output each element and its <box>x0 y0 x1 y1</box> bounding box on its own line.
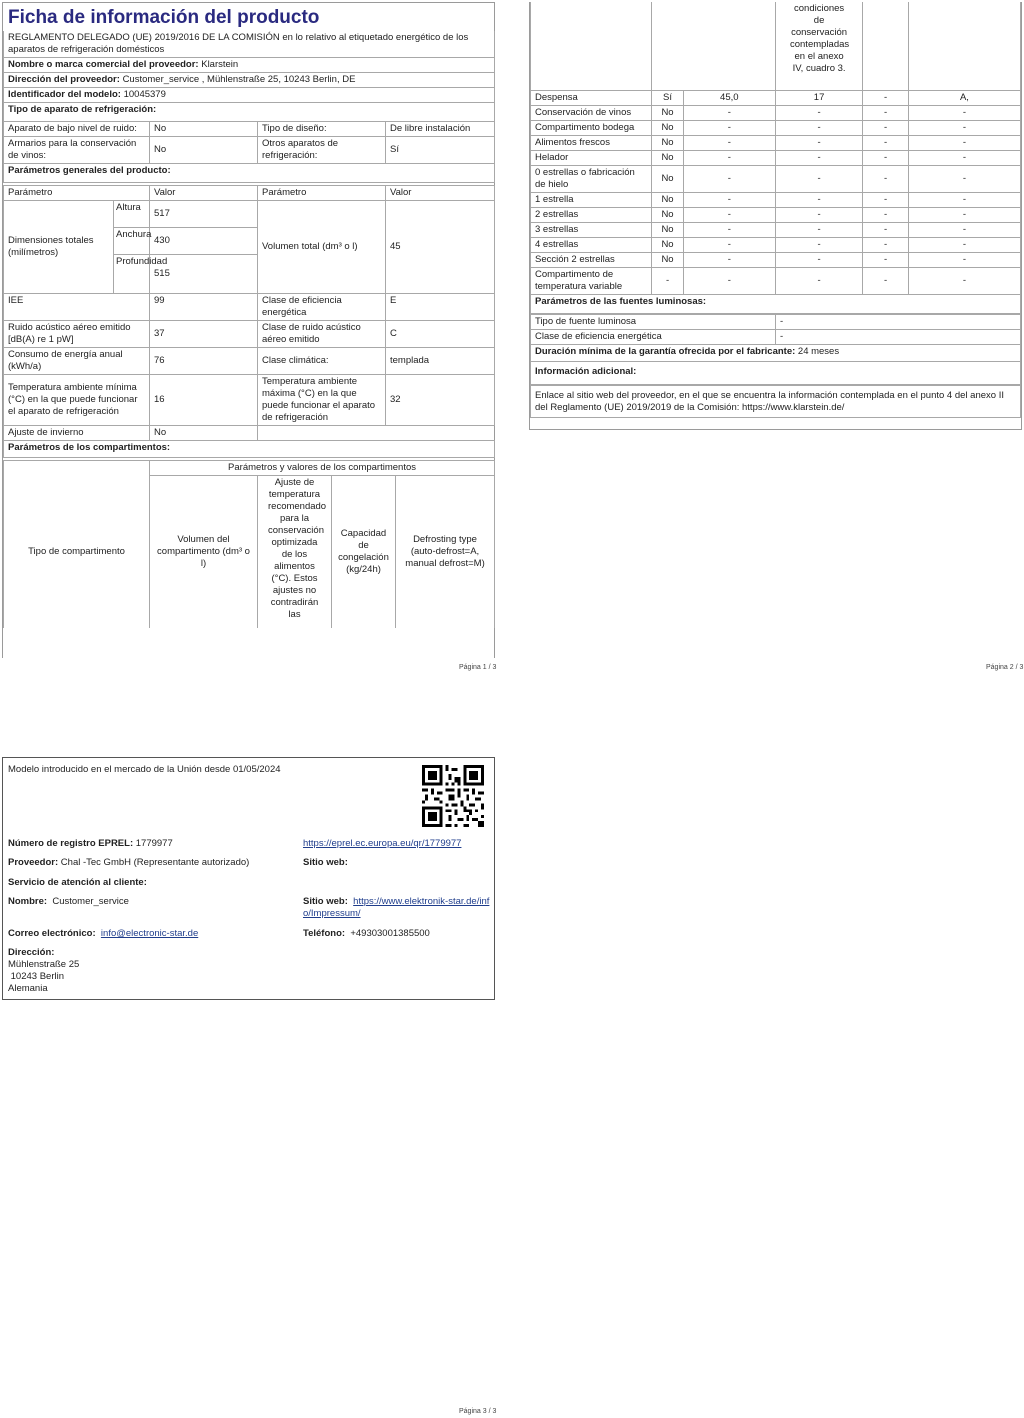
comp-defrost: - <box>908 166 1020 193</box>
compartment-row <box>531 91 1021 106</box>
max-temp-label: Temperatura ambiente máxima (°C) en la que puede funcionar el aparato de refrigeración <box>258 375 386 426</box>
compartment-row <box>531 253 1021 268</box>
comp-temp: - <box>775 238 862 253</box>
email-label: Correo electrónico: <box>8 928 96 939</box>
light-eff-label: Clase de eficiencia energética <box>531 330 776 345</box>
address-value: Customer_service , Mühlenstraße 25, 10243 Berlin, DE <box>122 74 356 85</box>
page-number-3: Página 3 / 3 <box>459 1408 497 1415</box>
address-row <box>4 73 495 88</box>
comp-present: No <box>652 151 683 166</box>
wine-label: Armarios para la conservación de vinos: <box>4 137 150 164</box>
comp-volume: - <box>683 223 775 238</box>
cont-empty-2 <box>652 2 776 91</box>
comp-name: Despensa <box>531 91 652 106</box>
volume-label: Volumen total (dm³ o l) <box>258 201 386 294</box>
noise-label: Ruido acústico aéreo emitido [dB(A) re 1 pW] <box>4 321 150 348</box>
comp-freeze: - <box>863 91 909 106</box>
comp-volume: - <box>683 238 775 253</box>
col-defrost: Defrosting type (auto-defrost=A, manual defrost=M) <box>396 476 495 628</box>
col-volume: Volumen del compartimento (dm³ o l) <box>150 476 258 628</box>
header-param: Parámetro <box>4 186 150 201</box>
website-label: Sitio web: <box>303 857 348 868</box>
warranty-value: 24 meses <box>797 346 840 357</box>
market-text: Modelo introducido en el mercado de la Unión desde 01/05/2024 <box>8 764 281 775</box>
comp-defrost: - <box>908 208 1020 223</box>
empty-cell <box>258 426 495 441</box>
comp-volume: - <box>683 151 775 166</box>
col-freeze: Capacidad de congelación (kg/24h) <box>332 476 396 628</box>
noise-class-label: Clase de ruido acústico aéreo emitido <box>258 321 386 348</box>
other-label: Otros aparatos de refrigeración: <box>258 137 386 164</box>
comp-volume: 45,0 <box>683 91 775 106</box>
comp-temp: - <box>775 121 862 136</box>
comp-volume: - <box>683 106 775 121</box>
email-link[interactable]: info@electronic-star.de <box>100 928 199 939</box>
phone-row <box>303 928 430 939</box>
additional-info-label: Información adicional: <box>531 362 1021 386</box>
header-value-2: Valor <box>386 186 495 201</box>
light-type-value: - <box>775 314 1020 330</box>
comp-defrost: - <box>908 136 1020 151</box>
comp-name: Alimentos frescos <box>531 136 652 151</box>
comp-temp: - <box>775 253 862 268</box>
regulation-text: REGLAMENTO DELEGADO (UE) 2019/2016 DE LA COMISIÓN en lo relativo al etiquetado energético de los aparatos de refrigeración domésticos <box>4 31 495 58</box>
page-number-1: Página 1 / 3 <box>459 664 497 671</box>
page-1-sheet <box>2 2 495 658</box>
comp-defrost: - <box>908 106 1020 121</box>
direction-city: 10243 Berlin <box>8 971 64 982</box>
comp-freeze: - <box>863 253 909 268</box>
iee-value: 99 <box>150 294 258 321</box>
iee-label: IEE <box>4 294 150 321</box>
model-label: Identificador del modelo: <box>8 89 121 100</box>
compartments-label: Parámetros de los compartimentos: <box>4 441 495 458</box>
comp-temp: - <box>775 193 862 208</box>
eprel-value: 1779977 <box>135 838 173 849</box>
light-type-label: Tipo de fuente luminosa <box>531 314 776 330</box>
page-number-2: Página 2 / 3 <box>986 664 1024 671</box>
comp-defrost: - <box>908 151 1020 166</box>
volume-value: 45 <box>386 201 495 294</box>
appliance-type-label: Tipo de aparato de refrigeración: <box>4 103 495 122</box>
comp-temp: - <box>775 106 862 121</box>
website2-row <box>303 896 493 920</box>
comp-freeze: - <box>863 106 909 121</box>
supplier-row <box>4 58 495 73</box>
provider-row <box>8 857 249 868</box>
provider-label: Proveedor: <box>8 857 59 868</box>
warranty-row <box>531 345 1021 362</box>
compartments-values-table <box>530 2 1021 418</box>
comp-name: 2 estrellas <box>531 208 652 223</box>
low-noise-label: Aparato de bajo nivel de ruido: <box>4 122 150 137</box>
address-label: Dirección del proveedor: <box>8 74 120 85</box>
general-params-label: Parámetros generales del producto: <box>4 164 495 183</box>
page-2-sheet <box>529 2 1022 430</box>
direction-country: Alemania <box>8 983 48 994</box>
comp-present: No <box>652 121 683 136</box>
comp-defrost: A, <box>908 91 1020 106</box>
comp-present: No <box>652 166 683 193</box>
dimensions-label: Dimensiones totales (milímetros) <box>4 201 114 294</box>
model-row <box>4 88 495 103</box>
comp-name: Compartimento bodega <box>531 121 652 136</box>
compartment-row <box>531 106 1021 121</box>
qr-code-icon <box>422 765 484 827</box>
comp-present: No <box>652 106 683 121</box>
compartments-header: Parámetros y valores de los compartimentos <box>150 461 495 476</box>
provider-value: Chal -Tec GmbH (Representante autorizado) <box>60 857 250 868</box>
name-row <box>8 896 129 907</box>
page-3-sheet <box>2 757 495 1000</box>
comp-freeze: - <box>863 193 909 208</box>
light-eff-value: - <box>775 330 1020 345</box>
comp-name: Sección 2 estrellas <box>531 253 652 268</box>
comp-present: No <box>652 253 683 268</box>
direction-label: Dirección: <box>8 947 55 958</box>
other-value: Sí <box>386 137 495 164</box>
comp-freeze: - <box>863 268 909 295</box>
comp-present: No <box>652 223 683 238</box>
direction-street: Mühlenstraße 25 <box>8 959 80 970</box>
page-title: Ficha de información del producto <box>8 7 320 28</box>
comp-defrost: - <box>908 253 1020 268</box>
direction-block <box>8 947 79 995</box>
compartment-row <box>531 121 1021 136</box>
empty-header-cell <box>4 461 150 476</box>
comp-temp: - <box>775 208 862 223</box>
comp-defrost: - <box>908 121 1020 136</box>
header-value: Valor <box>150 186 258 201</box>
email-row <box>8 928 198 939</box>
phone-value: +49303001385500 <box>350 928 430 939</box>
comp-present: - <box>652 268 683 295</box>
compartment-row <box>531 268 1021 295</box>
height-value: 517 <box>150 201 258 228</box>
comp-defrost: - <box>908 268 1020 295</box>
min-temp-label: Temperatura ambiente mínima (°C) en la que puede funcionar el aparato de refrigeración <box>4 375 150 426</box>
compartments-table <box>3 460 495 628</box>
comp-volume: - <box>683 121 775 136</box>
depth-value: 515 <box>150 255 258 294</box>
comp-present: No <box>652 238 683 253</box>
header-param-2: Parámetro <box>258 186 386 201</box>
climate-value: templada <box>386 348 495 375</box>
width-label: Anchura <box>114 228 150 255</box>
service-label: Servicio de atención al cliente: <box>8 877 147 888</box>
comp-volume: - <box>683 193 775 208</box>
comp-temp: - <box>775 151 862 166</box>
phone-label: Teléfono: <box>303 928 346 939</box>
comp-volume: - <box>683 208 775 223</box>
warranty-label: Duración mínima de la garantía ofrecida por el fabricante: <box>535 346 796 357</box>
supplier-label: Nombre o marca comercial del proveedor: <box>8 59 199 70</box>
comp-name: 4 estrellas <box>531 238 652 253</box>
name-label: Nombre: <box>8 896 48 907</box>
comp-defrost: - <box>908 193 1020 208</box>
compartment-row <box>531 166 1021 193</box>
consumption-value: 76 <box>150 348 258 375</box>
efficiency-class-label: Clase de eficiencia energética <box>258 294 386 321</box>
additional-info-text: Enlace al sitio web del proveedor, en el que se encuentra la información contemplada en el punto 4 del anexo II del Reglamento (UE) 2019/2019 de la Comisión: https://www.klarstein.de/ <box>531 385 1021 418</box>
compartment-row <box>531 238 1021 253</box>
design-value: De libre instalación <box>386 122 495 137</box>
max-temp-value: 32 <box>386 375 495 426</box>
winter-label: Ajuste de invierno <box>4 426 150 441</box>
compartment-rows <box>531 91 1021 295</box>
compartment-row <box>531 151 1021 166</box>
eprel-label: Número de registro EPREL: <box>8 838 134 849</box>
comp-freeze: - <box>863 208 909 223</box>
model-value: 10045379 <box>123 89 166 100</box>
product-info-table <box>3 31 495 458</box>
noise-value: 37 <box>150 321 258 348</box>
compartment-row <box>531 136 1021 151</box>
efficiency-class-value: E <box>386 294 495 321</box>
comp-name: 3 estrellas <box>531 223 652 238</box>
cont-text: condiciones de conservación contempladas en el anexo IV, cuadro 3. <box>775 2 862 91</box>
cont-empty-1 <box>531 2 652 91</box>
cont-empty-3 <box>863 2 909 91</box>
col-type: Tipo de compartimento <box>4 476 150 628</box>
consumption-label: Consumo de energía anual (kWh/a) <box>4 348 150 375</box>
comp-present: No <box>652 136 683 151</box>
comp-freeze: - <box>863 223 909 238</box>
comp-name: 0 estrellas o fabricación de hielo <box>531 166 652 193</box>
comp-temp: - <box>775 166 862 193</box>
comp-temp: - <box>775 136 862 151</box>
comp-volume: - <box>683 268 775 295</box>
comp-freeze: - <box>863 238 909 253</box>
comp-defrost: - <box>908 223 1020 238</box>
comp-freeze: - <box>863 166 909 193</box>
light-params-label: Parámetros de las fuentes luminosas: <box>531 295 1021 315</box>
col-temp: Ajuste de temperatura recomendado para la conservación optimizada de los alimentos (°C). Estos ajustes no contradirán las <box>258 476 332 628</box>
comp-temp: 17 <box>775 91 862 106</box>
min-temp-value: 16 <box>150 375 258 426</box>
name-value: Customer_service <box>52 896 129 907</box>
supplier-value: Klarstein <box>201 59 239 70</box>
website2-label: Sitio web: <box>303 896 348 907</box>
comp-temp: - <box>775 223 862 238</box>
design-label: Tipo de diseño: <box>258 122 386 137</box>
comp-volume: - <box>683 136 775 151</box>
comp-name: Helador <box>531 151 652 166</box>
comp-freeze: - <box>863 121 909 136</box>
comp-volume: - <box>683 166 775 193</box>
width-value: 430 <box>150 228 258 255</box>
comp-defrost: - <box>908 238 1020 253</box>
compartment-row <box>531 223 1021 238</box>
height-label: Altura <box>114 201 150 228</box>
wine-value: No <box>150 137 258 164</box>
comp-name: 1 estrella <box>531 193 652 208</box>
eprel-row <box>8 838 173 849</box>
comp-present: Sí <box>652 91 683 106</box>
comp-freeze: - <box>863 136 909 151</box>
depth-label: Profundidad <box>114 255 150 294</box>
comp-temp: - <box>775 268 862 295</box>
winter-value: No <box>150 426 258 441</box>
comp-name: Compartimento de temperatura variable <box>531 268 652 295</box>
low-noise-value: No <box>150 122 258 137</box>
climate-label: Clase climática: <box>258 348 386 375</box>
comp-freeze: - <box>863 151 909 166</box>
noise-class-value: C <box>386 321 495 348</box>
compartment-row <box>531 193 1021 208</box>
website2-link[interactable]: https://www.elektronik-star.de/info/Impressum/ <box>303 896 490 919</box>
comp-present: No <box>652 208 683 223</box>
comp-volume: - <box>683 253 775 268</box>
comp-present: No <box>652 193 683 208</box>
comp-name: Conservación de vinos <box>531 106 652 121</box>
cont-empty-4 <box>908 2 1020 91</box>
eprel-link[interactable]: https://eprel.ec.europa.eu/qr/1779977 <box>303 838 462 849</box>
compartment-row <box>531 208 1021 223</box>
